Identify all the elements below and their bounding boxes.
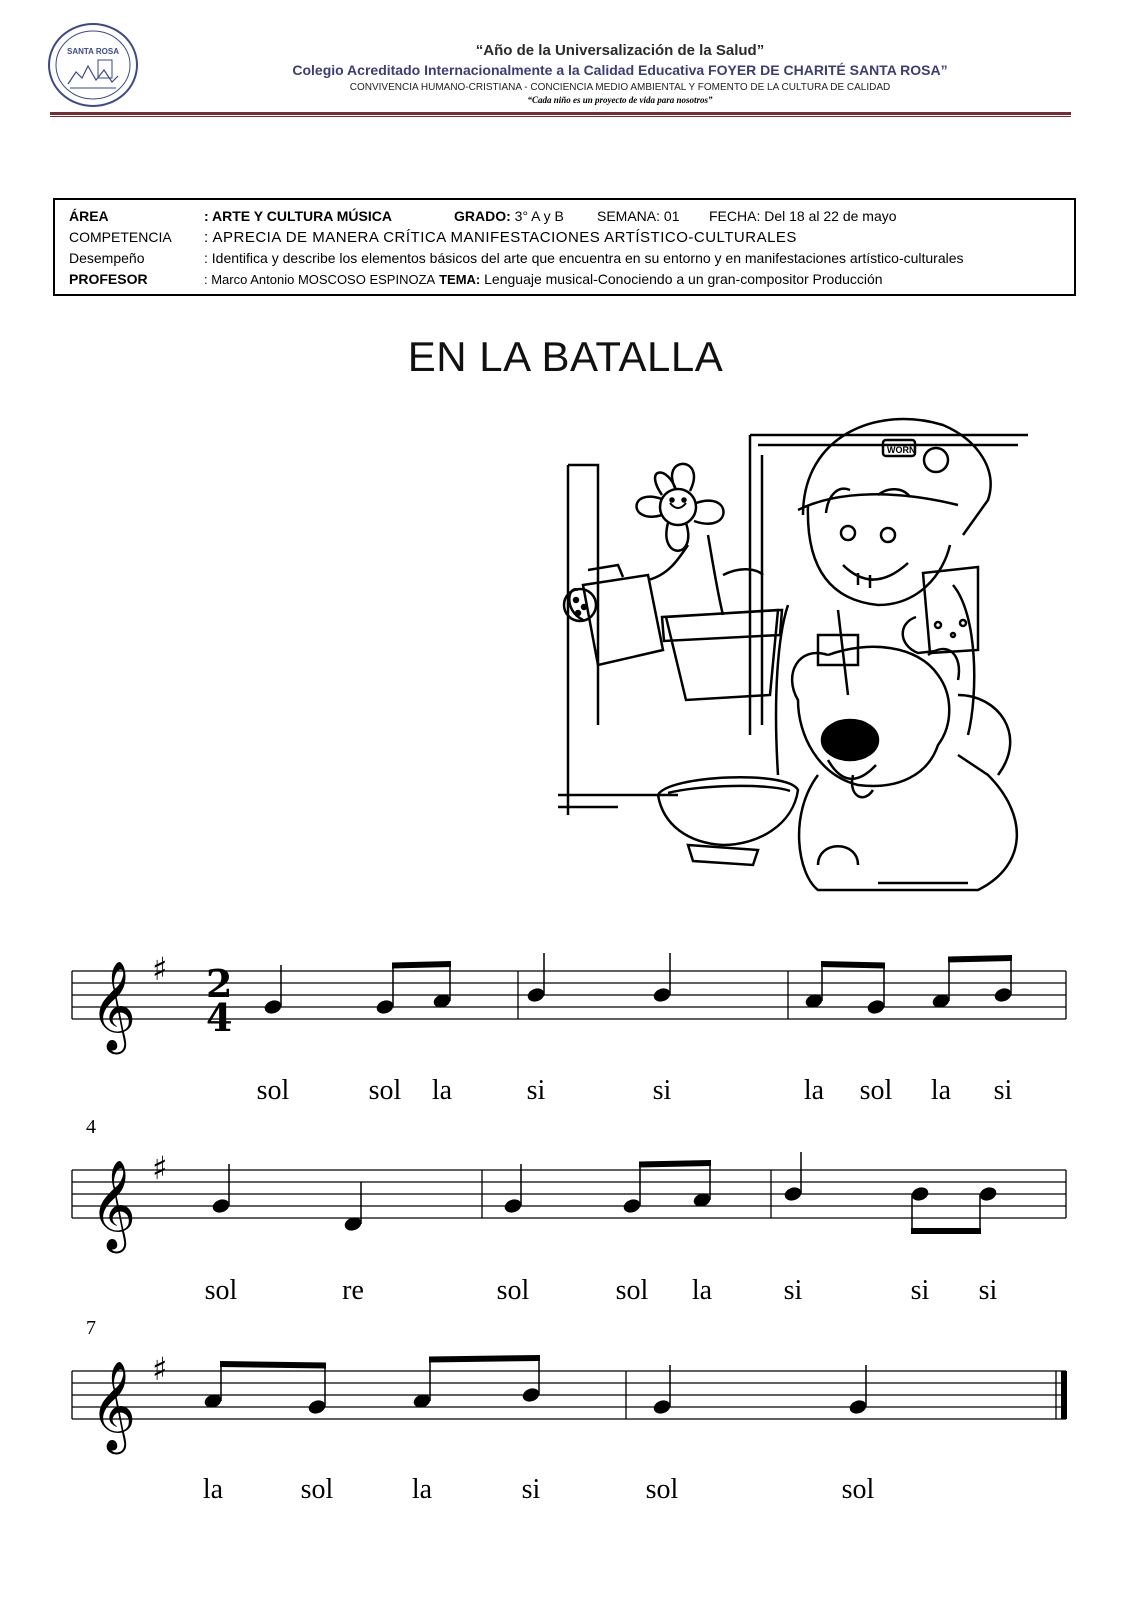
tema-value: Lenguaje musical-Conociendo a un gran-compositor Producción xyxy=(484,271,883,287)
note-head xyxy=(432,992,452,1010)
lyric-syllable: sol xyxy=(204,1275,238,1306)
logo-text: SANTA ROSA xyxy=(67,47,119,56)
course-info-box xyxy=(53,198,1076,296)
coloring-illustration xyxy=(558,395,1036,915)
grado-value: 3° A y B xyxy=(514,208,564,224)
fecha-value: FECHA: Del 18 al 22 de mayo xyxy=(709,208,897,224)
lyric-syllable: si xyxy=(521,1474,541,1505)
header-divider-thin xyxy=(50,116,1071,117)
area-value: : ARTE Y CULTURA MÚSICA xyxy=(204,208,392,224)
lyric-syllable: la xyxy=(691,1275,713,1306)
note-head xyxy=(866,998,886,1016)
note-head xyxy=(375,998,395,1016)
lyric-syllable: la xyxy=(803,1075,825,1106)
lyric-syllable: sol xyxy=(615,1275,649,1306)
sharp-icon: ♯ xyxy=(152,1350,168,1388)
note-head xyxy=(931,992,951,1010)
lyric-syllable: la xyxy=(431,1075,453,1106)
lyric-syllable: la xyxy=(411,1474,433,1505)
lyric-syllable: sol xyxy=(841,1474,875,1505)
header-year-slogan: “Año de la Universalización de la Salud” xyxy=(475,42,765,59)
lyric-syllable: si xyxy=(978,1275,998,1306)
header-divider xyxy=(50,112,1071,115)
profesor-label: PROFESOR xyxy=(69,271,148,287)
lyric-syllable: sol xyxy=(368,1075,402,1106)
school-seal-icon xyxy=(46,22,140,108)
note-beam xyxy=(639,1160,711,1168)
note-head xyxy=(343,1215,363,1233)
note-head xyxy=(910,1185,930,1203)
note-head xyxy=(692,1191,712,1209)
competencia-value: : APRECIA DE MANERA CRÍTICA MANIFESTACIONES ARTÍSTICO-CULTURALES xyxy=(204,229,797,246)
sharp-icon: ♯ xyxy=(152,950,168,988)
note-head xyxy=(526,986,546,1004)
note-head xyxy=(804,992,824,1010)
boy-with-dog-and-flowerpot-coloring-icon xyxy=(558,395,1036,915)
note-head xyxy=(203,1392,223,1410)
note-head xyxy=(211,1197,231,1215)
lyric-syllable: la xyxy=(202,1474,224,1505)
note-head xyxy=(652,986,672,1004)
note-head xyxy=(307,1398,327,1416)
lyric-syllable: la xyxy=(930,1075,952,1106)
profesor-value: : Marco Antonio MOSCOSO ESPINOZA xyxy=(204,272,436,287)
measure-number: 4 xyxy=(86,1116,96,1138)
desempeno-value: : Identifica y describe los elementos básicos del arte que encuentra en su entorno y en manifestaciones artístico-culturales xyxy=(204,250,964,266)
header-college-name: Colegio Acreditado Internacionalmente a la Calidad Educativa FOYER DE CHARITÉ SANTA ROSA” xyxy=(292,62,948,78)
song-title: EN LA BATALLA xyxy=(407,333,724,380)
note-head xyxy=(263,998,283,1016)
note-head xyxy=(652,1398,672,1416)
note-head xyxy=(848,1398,868,1416)
lyric-syllable: sol xyxy=(256,1075,290,1106)
lyric-syllable: si xyxy=(910,1275,930,1306)
time-signature-top: 2 xyxy=(206,961,233,1006)
note-beam xyxy=(948,955,1012,963)
note-head xyxy=(783,1185,803,1203)
header-values: CONVIVENCIA HUMANO-CRISTIANA - CONCIENCIA MEDIO AMBIENTAL Y FOMENTO DE LA CULTURA DE CALIDAD xyxy=(349,82,891,93)
lyric-syllable: si xyxy=(993,1075,1013,1106)
note-head xyxy=(521,1386,541,1404)
school-logo-seal xyxy=(46,22,140,108)
header-motto: “Cada niño es un proyecto de vida para nosotros” xyxy=(527,95,713,105)
note-beam xyxy=(821,961,885,969)
lyric-syllable: re xyxy=(342,1275,364,1306)
note-head xyxy=(622,1197,642,1215)
treble-clef-icon: 𝄞 xyxy=(90,1361,137,1451)
desempeno-label: Desempeño xyxy=(69,250,145,266)
treble-clef-icon: 𝄞 xyxy=(90,961,137,1051)
tema-label: TEMA: xyxy=(439,272,481,287)
note-head xyxy=(978,1185,998,1203)
area-label: ÁREA xyxy=(69,208,109,224)
note-beam xyxy=(911,1228,981,1234)
competencia-label: COMPETENCIA xyxy=(69,229,172,245)
note-beam xyxy=(392,961,451,969)
note-head xyxy=(412,1392,432,1410)
lyric-syllable: sol xyxy=(859,1075,893,1106)
lyric-syllable: sol xyxy=(300,1474,334,1505)
lyric-syllable: si xyxy=(783,1275,803,1306)
note-head xyxy=(503,1197,523,1215)
final-bar-line-thick xyxy=(1061,1371,1067,1419)
grado-label: GRADO: xyxy=(454,208,511,224)
note-beam xyxy=(429,1355,540,1363)
cap-text: WORN xyxy=(887,445,916,455)
time-signature-bottom: 4 xyxy=(206,995,233,1040)
lyric-syllable: sol xyxy=(496,1275,530,1306)
treble-clef-icon: 𝄞 xyxy=(90,1160,137,1250)
measure-number: 7 xyxy=(86,1317,96,1339)
lyric-syllable: sol xyxy=(645,1474,679,1505)
semana-value: SEMANA: 01 xyxy=(597,208,680,224)
sharp-icon: ♯ xyxy=(152,1149,168,1187)
lyric-syllable: si xyxy=(526,1075,546,1106)
note-beam xyxy=(220,1361,326,1369)
note-head xyxy=(993,986,1013,1004)
lyric-syllable: si xyxy=(652,1075,672,1106)
